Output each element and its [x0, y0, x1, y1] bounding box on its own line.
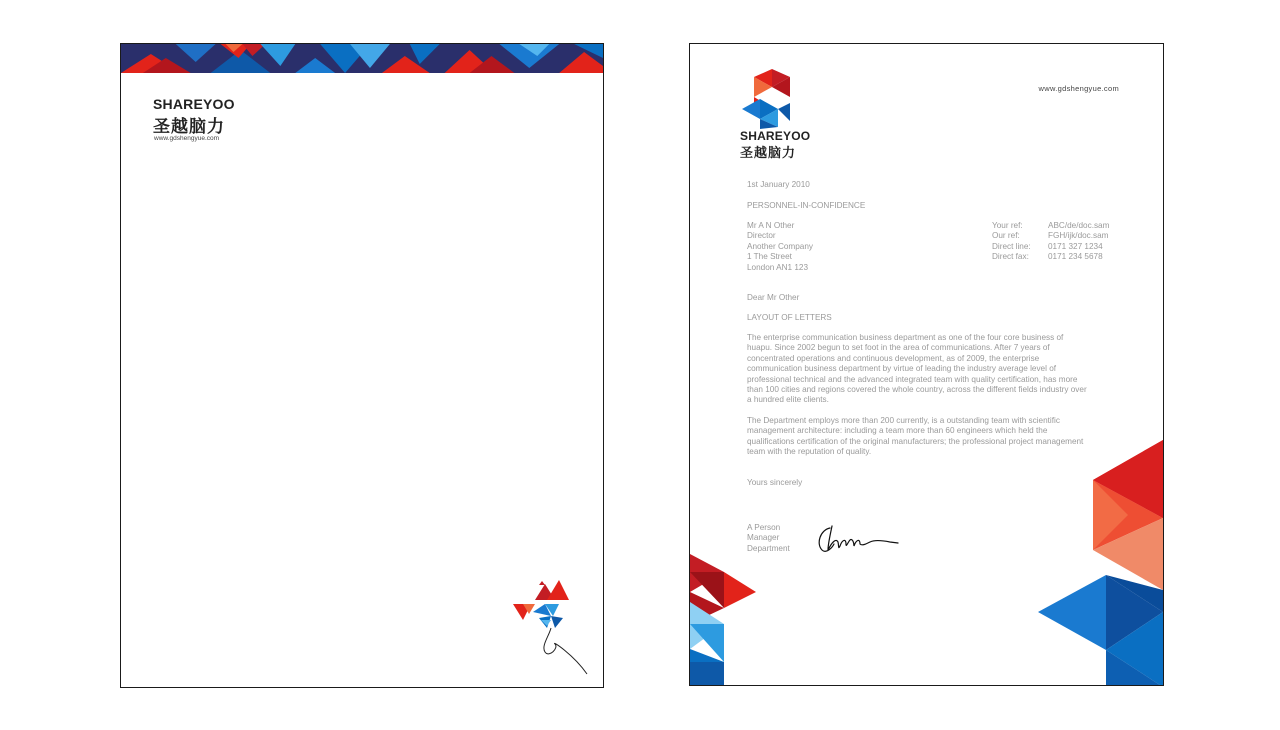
geometric-decoration [1038, 440, 1163, 686]
address-line: Another Company [747, 241, 813, 251]
ref-row [992, 221, 1122, 231]
website-url: www.gdshengyue.com [154, 135, 220, 142]
ref-row [992, 231, 1122, 241]
paragraph-line: than 100 cities and regions covered the whole country, across the different fields industry over [747, 385, 1087, 395]
ref-value: 0171 327 1234 [1048, 241, 1103, 251]
ref-row [992, 242, 1122, 252]
paragraph-line: concentrated operations and continuous development, as of 2009, the enterprise [747, 353, 1040, 363]
letter-subject: LAYOUT OF LETTERS [747, 313, 832, 322]
signer-line: Department [747, 543, 790, 553]
brand-name-en: SHAREYOO [740, 129, 811, 143]
ref-label: Direct line: [992, 241, 1031, 251]
address-line: London AN1 123 [747, 262, 809, 272]
salutation: Dear Mr Other [747, 293, 800, 302]
geometric-decoration [690, 554, 760, 686]
flower-illustration [511, 576, 591, 676]
paragraph-line: professional technical and the advanced integrated team with quality certification, has more [747, 374, 1078, 384]
paragraph-line: team with the reputation of quality. [747, 447, 872, 457]
letter-date: 1st January 2010 [747, 180, 810, 189]
body-paragraph [747, 333, 1122, 406]
letterhead-blank [120, 43, 604, 688]
letterhead-sample-letter [689, 43, 1164, 686]
paragraph-line: The Department employs more than 200 currently, is a outstanding team with scientific [747, 416, 1060, 425]
geometric-banner [121, 44, 603, 73]
recipient-address [747, 221, 813, 273]
ref-label: Your ref: [992, 221, 1023, 230]
website-url: www.gdshengyue.com [1038, 84, 1119, 93]
paragraph-line: qualifications certification of the original manufacturers; the professional project management [747, 436, 1084, 446]
address-line: 1 The Street [747, 252, 792, 262]
paragraph-line: huapu. Since 2002 begun to set foot in the area of communications. After 7 years of [747, 343, 1050, 353]
ref-label: Our ref: [992, 231, 1020, 241]
ref-row [992, 252, 1122, 262]
signer-line: Manager [747, 533, 780, 543]
paragraph-line: The enterprise communication business department as one of the four core business of [747, 333, 1064, 342]
paragraph-line: management architecture: including a team more than 60 engineers which held the [747, 426, 1048, 436]
signer-line: A Person [747, 523, 781, 532]
paragraph-line: a hundred elite clients. [747, 395, 829, 405]
ref-value: ABC/de/doc.sam [1048, 221, 1110, 230]
ref-value: FGH/ijk/doc.sam [1048, 231, 1109, 241]
brand-name-cn: 圣越脑力 [153, 117, 225, 136]
ref-value: 0171 234 5678 [1048, 252, 1103, 262]
reference-block [992, 221, 1122, 263]
closing: Yours sincerely [747, 478, 803, 487]
confidentiality-line: PERSONNEL-IN-CONFIDENCE [747, 201, 866, 210]
handwritten-signature [814, 522, 904, 556]
address-line: Mr A N Other [747, 221, 795, 230]
shareyoo-logo-mark [740, 69, 802, 129]
ref-label: Direct fax: [992, 252, 1029, 262]
brand-name-cn: 圣越脑力 [740, 145, 797, 160]
signer-block [747, 523, 790, 554]
brand-name-en: SHAREYOO [153, 96, 235, 112]
address-line: Director [747, 231, 776, 241]
paragraph-line: communication business department by virtue of leading the industry average level of [747, 364, 1057, 374]
